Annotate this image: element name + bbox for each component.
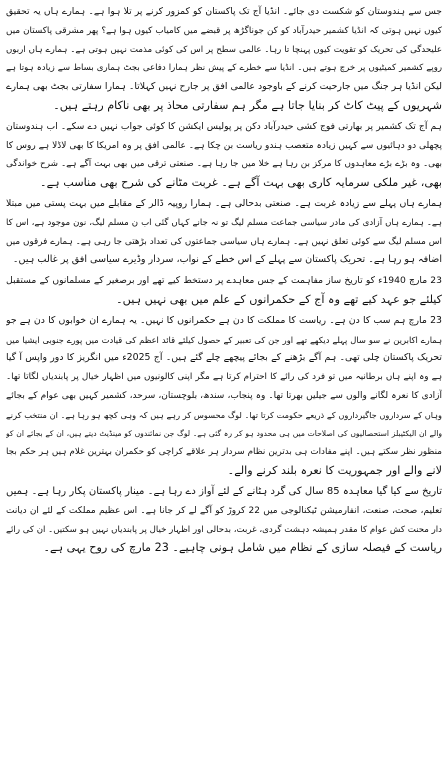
text-line: شہریوں کے پیٹ کاٹ کر بنایا جاتا ہے مگر ہم سفارتی محاذ پر بھی ناکام رہتے ہیں۔ — [53, 98, 442, 112]
text-line: منظور نظر سکتے ہیں۔ اپنے مفادات ہی بدترین نظام سردار ہر علاقے کراچی کو حکمران بہترین غلام ہیں ہر حکم بجا — [6, 447, 442, 458]
paragraph-2 — [6, 118, 442, 193]
paragraph-3 — [6, 195, 442, 270]
text-line: اس مسلم لیگ سے کوئی تعلق نہیں ہے۔ ہمارے ہاں سیاسی جماعتوں کی تعداد بڑھتی جا رہی ہے۔ ہمارے فرقوں میں — [6, 236, 442, 247]
text-line: تاریخ سے کیا گیا معاہدہ 85 سال کی گرد ہٹانے کے لئے آواز دے رہا ہے۔ مینار پاکستان پکار رہا ہے۔ ہمیں — [6, 485, 442, 497]
text-line: پچھلی دو دہائیوں سے کہیں زیادہ متعصب ہندو ریاست بن چکا ہے۔ عالمی افق پر وہ امریکا کا بھی لاڈلا ہے روس کا — [6, 140, 442, 151]
text-line: بھی، غیر ملکی سرمایہ کاری بھی بہت آگے ہے۔ غربت مٹانے کی شرح بھی مناسب ہے۔ — [40, 176, 442, 190]
text-line: کیوں نہیں ہوتی کہ انڈیا کشمیر حیدرآباد کو کن جوناگڑھ پر قبضے میں کامیاب کیوں ہوا ہے؟ پھر مشرقی پاکستان میں — [6, 25, 442, 36]
text-line: اضافہ ہو رہا ہے۔ تحریک پاکستان سے پہلے کے اس خطے کے نواب، سردار وڈیرے سیاسی افق پر غالب ہیں۔ — [12, 254, 442, 266]
text-line: علیحدگی کی تحریک کو تقویت کیوں پہنچا تا رہا۔ عالمی سطح پر اس کی کوئی مذمت نہیں ہوتی ہے۔ ہمارے ہاں اربوں — [6, 44, 442, 55]
text-line: 23 مارچ 1940ء کو تاریخ ساز مفاہمت کے جس معاہدے پر دستخط کیے تھے اور برصغیر کے مسلمانوں کے مستقبل — [6, 275, 442, 287]
paragraph-6 — [6, 483, 442, 558]
text-line: وہاں کے سرداروں جاگیرداروں کے ذریعے حکومت کرتا تھا۔ لوگ محسوس کر رہے ہیں کہ وہی کچھ ہو رہا ہے۔ ان منتخب کرنے — [6, 409, 442, 420]
text-line: ہم آج تک کشمیر پر بھارتی فوج کشی حیدرآباد دکن پر پولیس ایکشن کا کوئی جواب نہیں دے سکے۔ اب ہندوستان — [6, 120, 442, 132]
text-line: ہے وہ اپنے ہاں برطانیہ میں تو فرد کی رائے کا احترام کرتا ہے مگر اپنی کالونیوں میں اظہار خیال پر پابندیاں لگاتا تھا۔ — [6, 372, 442, 383]
text-line: روپے کشمیر کمیٹیوں پر خرچ ہوتے ہیں۔ انڈیا سے خطرے کے پیش نظر ہمارا دفاعی بجٹ ہماری بساط سے زیادہ ہوتا ہے — [6, 63, 442, 74]
text-line: کیلئے جو عہد کیے تھے وہ آج کے حکمرانوں کے علم میں بھی نہیں ہیں۔ — [116, 292, 442, 306]
text-line: بھی۔ وہ بڑے بڑے معاہدوں کا مرکز بن رہا ہے خلا میں جا رہا ہے۔ صنعتی ترقی میں بھی بہت آگے ہے۔ شرح خواندگی — [6, 159, 442, 170]
text-line: آزادی کا نعرہ لگانے والوں سے جیلیں بھرتا تھا۔ وہ پنجاب، سندھ، بلوچستان، سرحد، کشمیر کہیں بھی عوام کے بجائے — [6, 390, 442, 401]
text-line: لانے والے اور جمہوریت کا نعرہ بلند کرنے والے۔ — [227, 464, 442, 478]
paragraph-5 — [6, 312, 442, 481]
text-line: جس سے ہندوستان کو شکست دی جائے۔ انڈیا آج تک پاکستان کو کمزور کرنے پر تلا ہوا ہے۔ ہمارے ہاں یہ تحقیق — [6, 6, 442, 17]
text-line: تحریک پاکستان چلی تھی۔ ہم آگے بڑھنے کے بجائے پیچھے چلے گئے ہیں۔ آج 2025ء میں انگریز کا دور واپس آ گیا — [6, 352, 442, 364]
paragraph-4 — [6, 272, 442, 310]
text-line: ہمارے ہاں پہلے سے زیادہ غربت ہے۔ صنعتی بدحالی ہے۔ ہمارا روپیہ ڈالر کے مقابلے میں بہت پستی میں مبتلا — [6, 197, 442, 209]
text-line: تعلیم، صحت، صنعت، انفارمیشن ٹیکنالوجی میں 22 کروڑ کو آگے لے کر جانا ہے۔ اس عظیم مملکت کے لئے ان دیانت — [6, 505, 442, 516]
text-line: دار محنت کش عوام کا مقدر ہمیشہ دہشت گردی، غربت، بدحالی اور اظہار خیال پر پابندیاں نہیں ہو سکتیں۔ ان کی رائے — [6, 524, 442, 535]
paragraph-1 — [6, 3, 442, 116]
text-line: ہے۔ ہمارے ہاں آزادی کی مادر سیاسی جماعت مسلم لیگ تو نہ جانے کہاں گئی اب ن مسلم لیگ، نون موجود ہے، اس کا — [6, 217, 442, 228]
text-line: والے ان الیکٹیبلز استحصالیوں کی اصلاحات میں ہی محدود ہو کر رہ گئی ہے۔ لوگ جن نمائندوں کو مینڈیٹ دیتے ہیں، ان کے بجائے ان کو — [6, 428, 442, 438]
text-line: ہمارے اکابرین نے سو سال پہلے دیکھے تھے اور جن کی تعبیر کے حصول کیلئے قائد اعظم کی قیادت میں پورے جنوبی ایشیا میں — [6, 334, 442, 345]
text-line: ریاست کے فیصلہ سازی کے نظام میں شامل ہونی چاہیے۔ 23 مارچ کی روح یہی ہے۔ — [43, 541, 442, 555]
text-line: لیکن انڈیا ہر جنگ میں جارحیت کرنے کے باوجود عالمی افق پر جارح نہیں کہلاتا۔ ہمارا سفارتی بجٹ بھی ہمارے — [6, 81, 442, 93]
text-line: 23 مارچ ہم سب کا دن ہے۔ ریاست کا مملکت کا دن ہے حکمرانوں کا نہیں۔ یہ ہمارے ان خوابوں کا دن ہے جو — [6, 314, 442, 326]
